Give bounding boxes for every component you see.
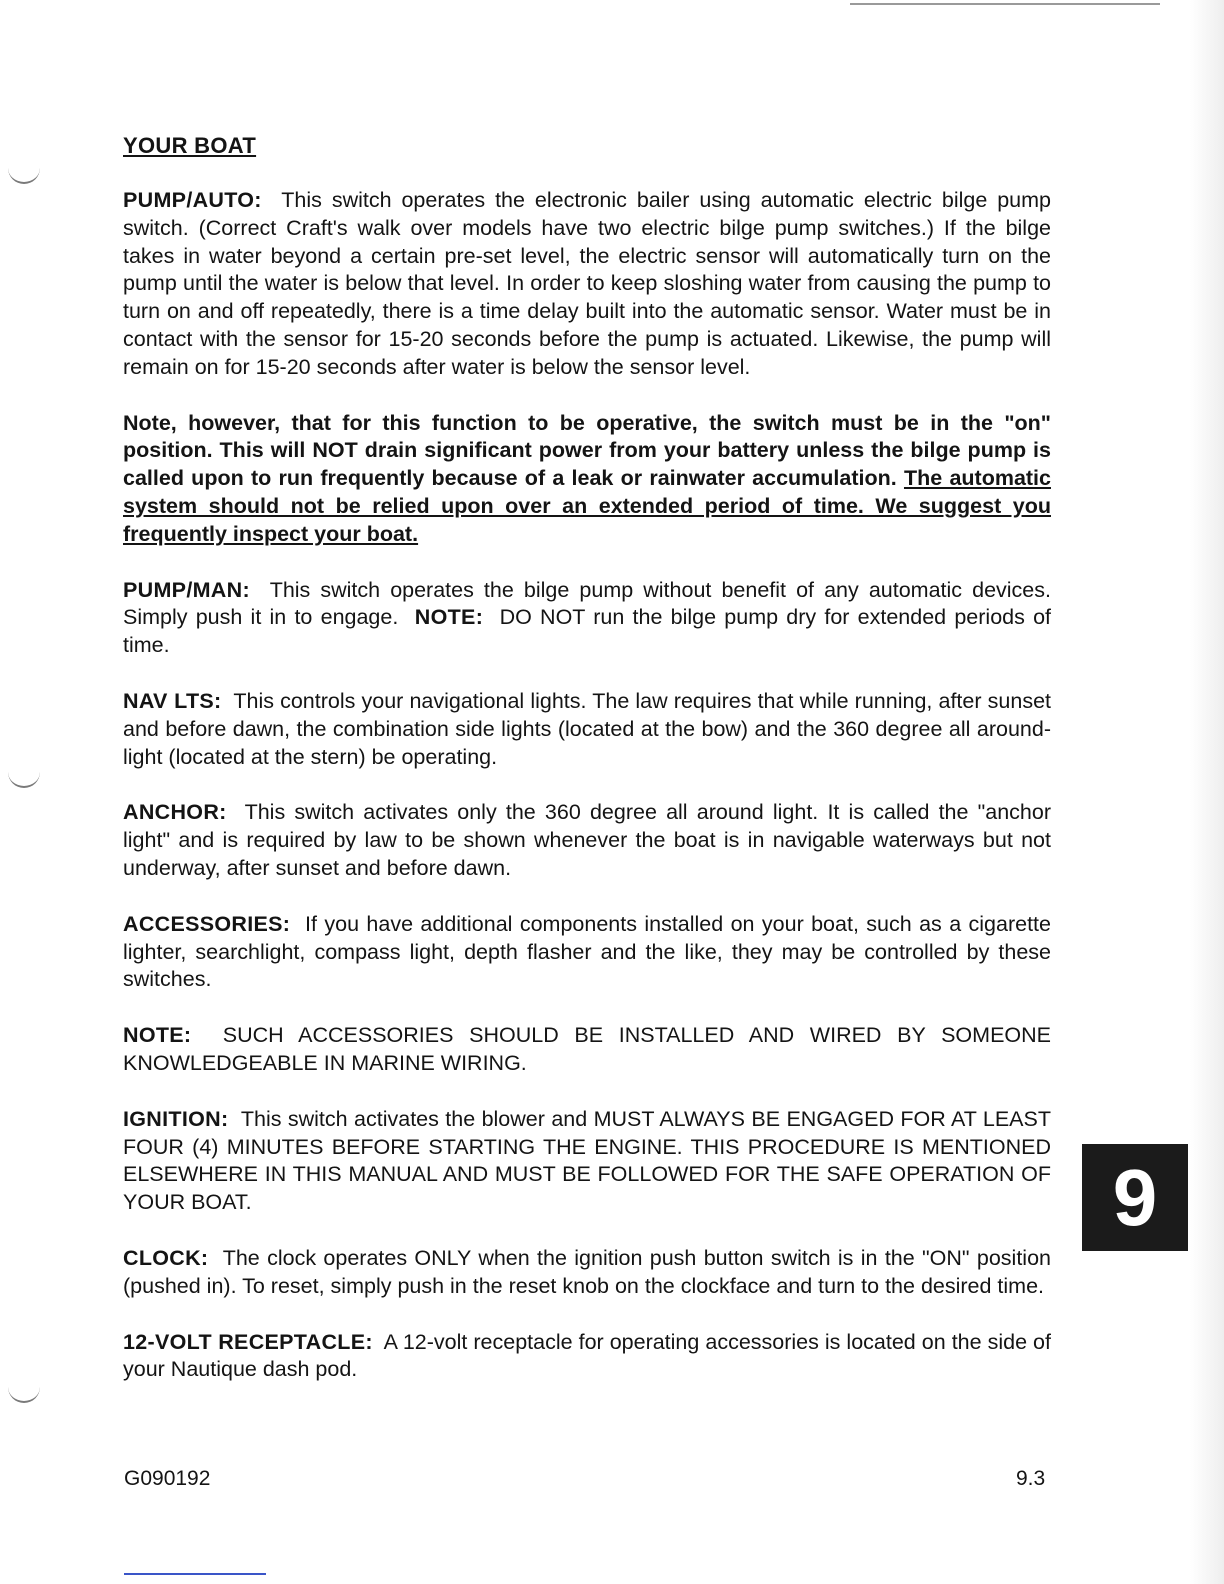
term-ignition: IGNITION: <box>123 1106 229 1131</box>
term-accessories: ACCESSORIES: <box>123 911 291 936</box>
page-heading: YOUR BOAT <box>123 133 257 158</box>
binder-hole-mark <box>8 1385 40 1403</box>
text-pump-man: This switch operates the bilge pump without benefit of any automatic devices. Simply push it in to engage. <box>123 577 1051 630</box>
paragraph-accessories <box>123 911 1051 994</box>
paragraph-nav-lts <box>123 688 1051 771</box>
scan-edge-line <box>850 3 1160 5</box>
text-pump-man-note: DO NOT run the bilge pump dry for extended periods of time. <box>123 605 1051 658</box>
paragraph-pump-auto <box>123 187 1051 382</box>
term-accessories-note: NOTE: <box>123 1023 192 1048</box>
paragraph-accessories-note <box>123 1022 1051 1078</box>
text-pump-auto: This switch operates the electronic bailer using automatic electric bilge pump switch. (Correct Craft's walk over models have two electric bilge pump switches.) If the bilge takes in water beyond a certain pre-set level, the electric sensor will automatically turn on the pump until the water is below that level. In order to keep sloshing water from causing the pump to turn on and off repeatedly, there is a time delay built into the automatic sensor. Water must be in contact with the sensor for 15-20 seconds before the pump is actuated. Likewise, the pump will remain on for 15-20 seconds after water is below the sensor level. <box>123 188 1051 379</box>
term-clock: CLOCK: <box>123 1245 209 1270</box>
bottom-edge-line <box>124 1573 266 1575</box>
paragraph-pump-man <box>123 577 1051 660</box>
term-pump-man: PUMP/MAN: <box>123 577 250 602</box>
paragraph-ignition <box>123 1106 1051 1217</box>
term-pump-man-note: NOTE: <box>414 605 484 630</box>
chapter-tab <box>1082 1144 1188 1251</box>
text-operative-note: Note, however, that for this function to be operative, the switch must be in the "on" position. This will NOT drain significant power from your battery unless the bilge pump is called upon to run frequently because of a leak or rainwater accumulation. <box>123 410 1051 491</box>
term-receptacle: 12-VOLT RECEPTACLE: <box>123 1329 373 1354</box>
page-content <box>123 133 1051 1412</box>
text-receptacle: A 12-volt receptacle for operating accessories is located on the side of your Nautique dash pod. <box>123 1329 1051 1382</box>
text-ignition: This switch activates the blower and MUST ALWAYS BE ENGAGED FOR AT LEAST FOUR (4) MINUTES BEFORE STARTING THE ENGINE. THIS PROCEDURE IS MENTIONED ELSEWHERE IN THIS MANUAL AND MUST BE FOLLOWED FOR THE SAFE OPERATION OF YOUR BOAT. <box>123 1106 1051 1215</box>
binder-hole-mark <box>8 770 40 788</box>
text-clock: The clock operates ONLY when the ignition push button switch is in the "ON" position (pushed in). To reset, simply push in the reset knob on the clockface and turn to the desired time. <box>123 1245 1051 1298</box>
paragraph-receptacle <box>123 1329 1051 1385</box>
term-anchor: ANCHOR: <box>123 800 227 825</box>
scan-page-edge <box>1190 0 1224 1584</box>
paragraph-anchor <box>123 799 1051 882</box>
text-accessories: If you have additional components installed on your boat, such as a cigarette lighter, searchlight, compass light, depth flasher and the like, they may be controlled by these switches. <box>123 911 1051 992</box>
term-pump-auto: PUMP/AUTO: <box>123 188 262 212</box>
text-accessories-note: SUCH ACCESSORIES SHOULD BE INSTALLED AND WIRED BY SOMEONE KNOWLEDGEABLE IN MARINE WIRING. <box>123 1023 1051 1075</box>
text-anchor: This switch activates only the 360 degree all around light. It is called the "anchor light" and is required by law to be shown whenever the boat is in navigable waterways but not underway, after sunset and before dawn. <box>123 800 1052 880</box>
binder-hole-mark <box>8 166 40 184</box>
text-nav-lts: This controls your navigational lights. The law requires that while running, after sunset and before dawn, the combination side lights (located at the bow) and the 360 degree all around-light (located at the stern) be operating. <box>123 688 1051 769</box>
footer-page-number: 9.3 <box>1016 1467 1046 1490</box>
footer-document-code: G090192 <box>124 1467 211 1490</box>
chapter-tab-number: 9 <box>1112 1153 1158 1242</box>
term-nav-lts: NAV LTS: <box>123 688 222 713</box>
paragraph-operative-note <box>123 410 1051 549</box>
text-inspect-warning: The automatic system should not be relied upon over an extended period of time. We suggest you frequently inspect your boat. <box>123 466 1051 546</box>
paragraph-clock <box>123 1245 1051 1301</box>
